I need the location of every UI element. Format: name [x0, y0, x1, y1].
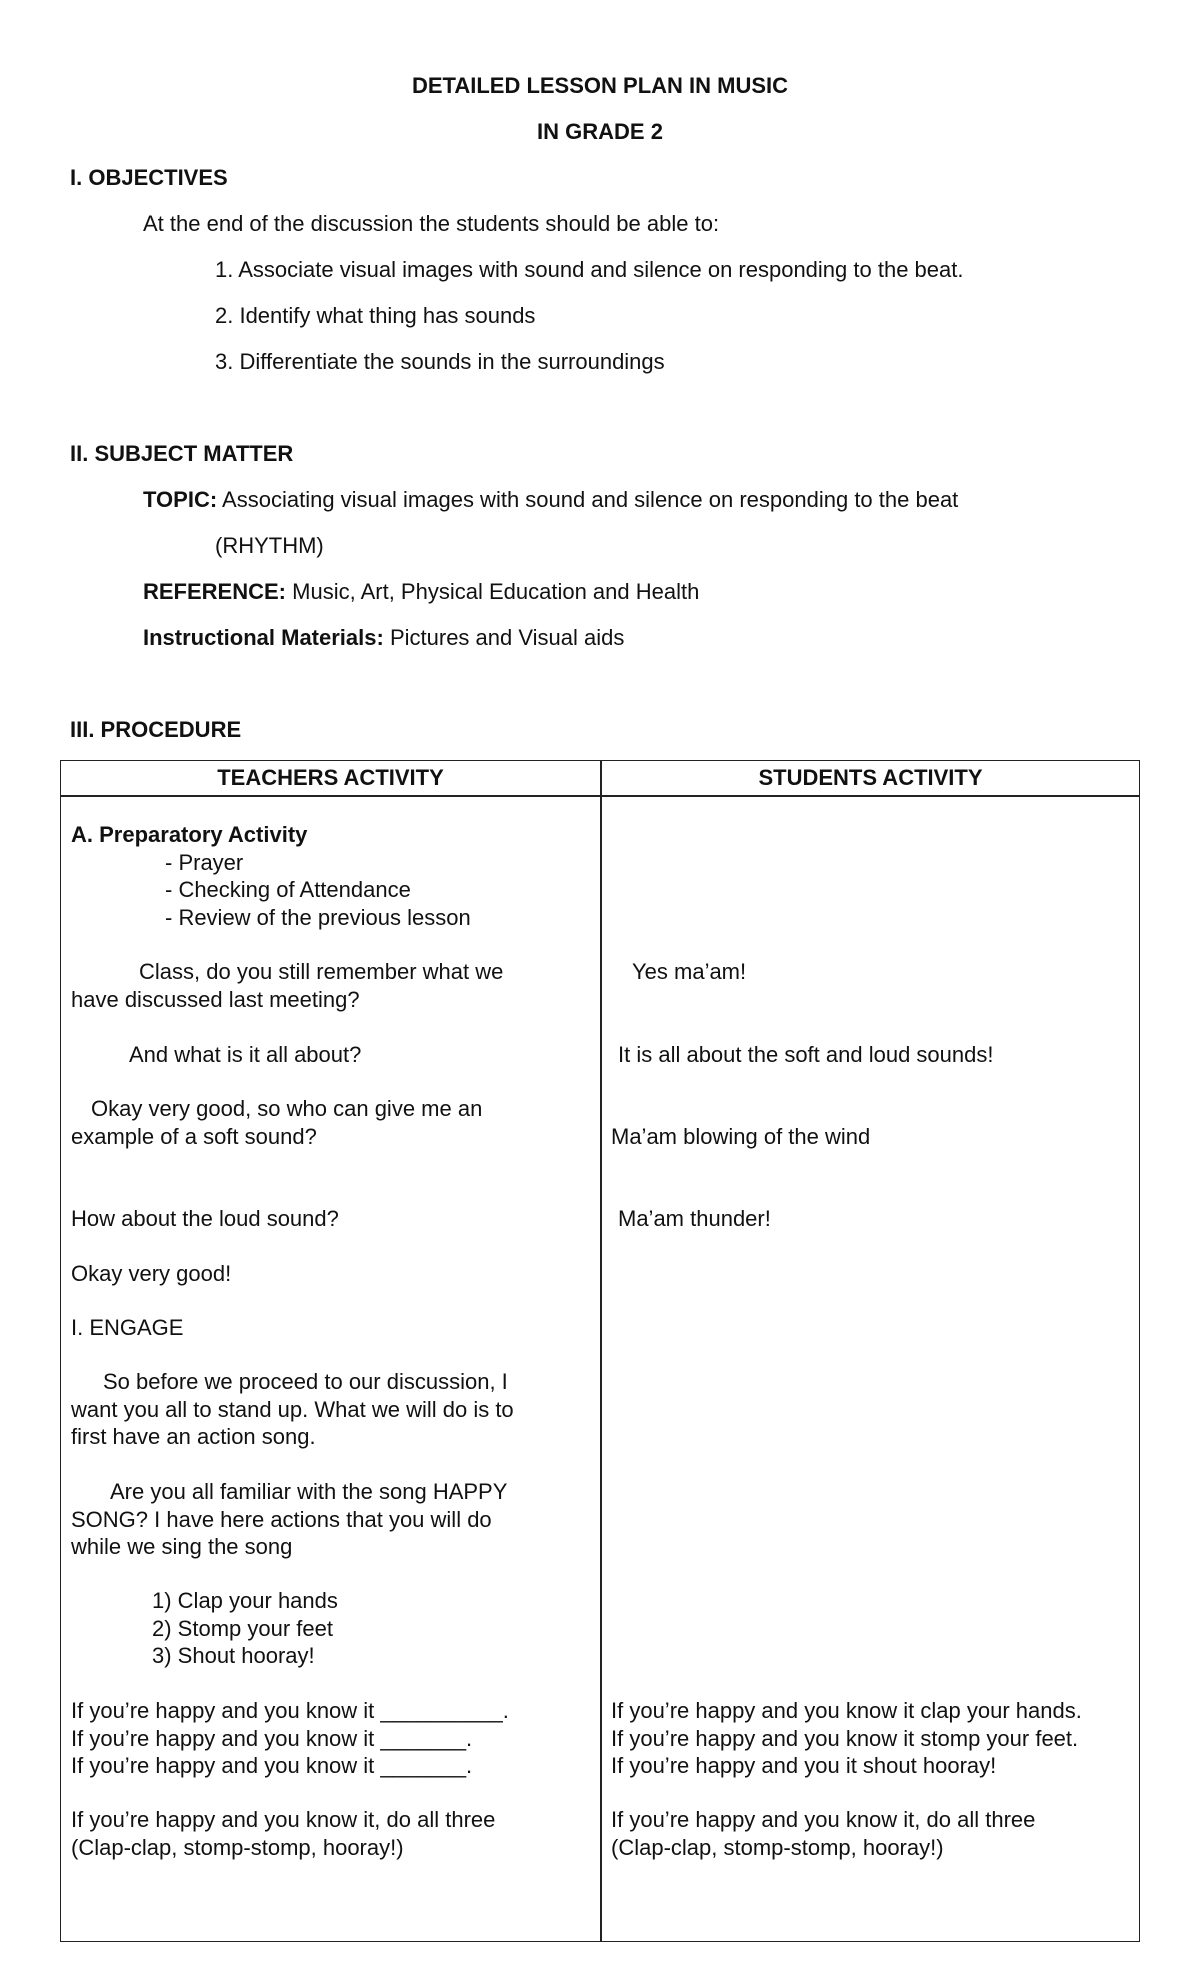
column-divider	[600, 761, 602, 1941]
action-item-3: 3) Shout hooray!	[152, 1643, 315, 1668]
objective-item-1: 1. Associate visual images with sound and silence on responding to the beat.	[215, 257, 964, 282]
student-song-line-3: If you’re happy and you it shout hooray!	[611, 1753, 997, 1778]
procedure-table	[60, 760, 1140, 1942]
header-divider	[61, 795, 1139, 797]
materials-value: Pictures and Visual aids	[383, 625, 625, 650]
teacher-question-2: And what is it all about?	[129, 1042, 362, 1067]
engage-paragraph-1-line-1: So before we proceed to our discussion, I	[103, 1369, 508, 1394]
objective-item-2: 2. Identify what thing has sounds	[215, 303, 536, 328]
teacher-song-lines	[71, 1697, 509, 1780]
materials-label: Instructional Materials:	[143, 625, 384, 650]
action-item-1: 1) Clap your hands	[152, 1588, 338, 1613]
teacher-final-verse-line-2: (Clap-clap, stomp-stomp, hooray!)	[71, 1834, 404, 1860]
prep-item-prayer: - Prayer	[165, 850, 244, 875]
procedure-heading: III. PROCEDURE	[70, 717, 242, 742]
teacher-question-4: How about the loud sound?	[71, 1206, 339, 1231]
engage-paragraph-1-line-3: first have an action song.	[71, 1424, 316, 1449]
teacher-song-line-2: If you’re happy and you know it _______.	[71, 1725, 473, 1751]
engage-paragraph-2-line-3: while we sing the song	[71, 1534, 293, 1559]
teacher-column-header: TEACHERS ACTIVITY	[217, 765, 444, 790]
student-final-verse	[611, 1806, 1035, 1861]
teacher-question-1-line-1: Class, do you still remember what we	[139, 959, 504, 984]
student-song-line-2: If you’re happy and you know it stomp your feet.	[611, 1725, 1079, 1751]
teacher-question-3	[71, 1095, 482, 1150]
reference-line	[143, 578, 699, 606]
subject-matter-heading: II. SUBJECT MATTER	[70, 441, 294, 466]
engage-heading: I. ENGAGE	[71, 1315, 184, 1340]
objectives-heading: I. OBJECTIVES	[70, 165, 228, 190]
topic-line	[143, 486, 958, 514]
student-answer-1: Yes ma’am!	[632, 959, 747, 984]
topic-value: Associating visual images with sound and silence on responding to the beat	[217, 487, 959, 512]
page-title: DETAILED LESSON PLAN IN MUSIC	[411, 73, 789, 98]
teacher-question-1	[71, 958, 503, 1013]
engage-paragraph-2-line-2: SONG? I have here actions that you will do	[71, 1506, 492, 1532]
page-subtitle: IN GRADE 2	[537, 119, 663, 144]
teacher-song-line-1: If you’re happy and you know it __________.	[71, 1698, 509, 1723]
student-song-line-1: If you’re happy and you know it clap your hands.	[611, 1698, 1082, 1723]
teacher-question-1-line-2: have discussed last meeting?	[71, 986, 360, 1012]
student-answer-4: Ma’am thunder!	[618, 1206, 771, 1231]
teacher-final-verse	[71, 1806, 495, 1861]
engage-paragraph-1	[71, 1368, 514, 1451]
student-answer-3: Ma’am blowing of the wind	[611, 1124, 871, 1149]
engage-paragraph-1-line-2: want you all to stand up. What we will do is to	[71, 1396, 514, 1422]
engage-paragraph-2-line-1: Are you all familiar with the song HAPPY	[110, 1479, 508, 1504]
reference-label: REFERENCE:	[143, 579, 287, 604]
teacher-question-3-line-1: Okay very good, so who can give me an	[91, 1096, 483, 1121]
topic-label: TOPIC:	[143, 487, 218, 512]
teacher-question-3-line-2: example of a soft sound?	[71, 1123, 317, 1149]
student-final-verse-line-2: (Clap-clap, stomp-stomp, hooray!)	[611, 1834, 944, 1860]
materials-line	[143, 624, 624, 652]
prep-item-review: - Review of the previous lesson	[165, 905, 471, 930]
prep-item-attendance: - Checking of Attendance	[165, 877, 411, 902]
teacher-final-verse-line-1: If you’re happy and you know it, do all three	[71, 1807, 496, 1832]
engage-paragraph-2	[71, 1478, 507, 1561]
student-column-header: STUDENTS ACTIVITY	[758, 765, 983, 790]
preparatory-activity-heading: A. Preparatory Activity	[71, 822, 308, 847]
student-answer-2: It is all about the soft and loud sounds!	[618, 1042, 994, 1067]
objective-item-3: 3. Differentiate the sounds in the surroundings	[215, 349, 665, 374]
objectives-intro: At the end of the discussion the students should be able to:	[143, 211, 720, 236]
student-final-verse-line-1: If you’re happy and you know it, do all three	[611, 1807, 1036, 1832]
action-item-2: 2) Stomp your feet	[152, 1615, 333, 1641]
student-song-lines	[611, 1697, 1082, 1780]
teacher-song-line-3: If you’re happy and you know it _______.	[71, 1753, 473, 1778]
topic-continuation: (RHYTHM)	[215, 533, 324, 558]
teacher-remark: Okay very good!	[71, 1261, 232, 1286]
action-list	[152, 1587, 338, 1670]
reference-value: Music, Art, Physical Education and Health	[286, 579, 700, 604]
